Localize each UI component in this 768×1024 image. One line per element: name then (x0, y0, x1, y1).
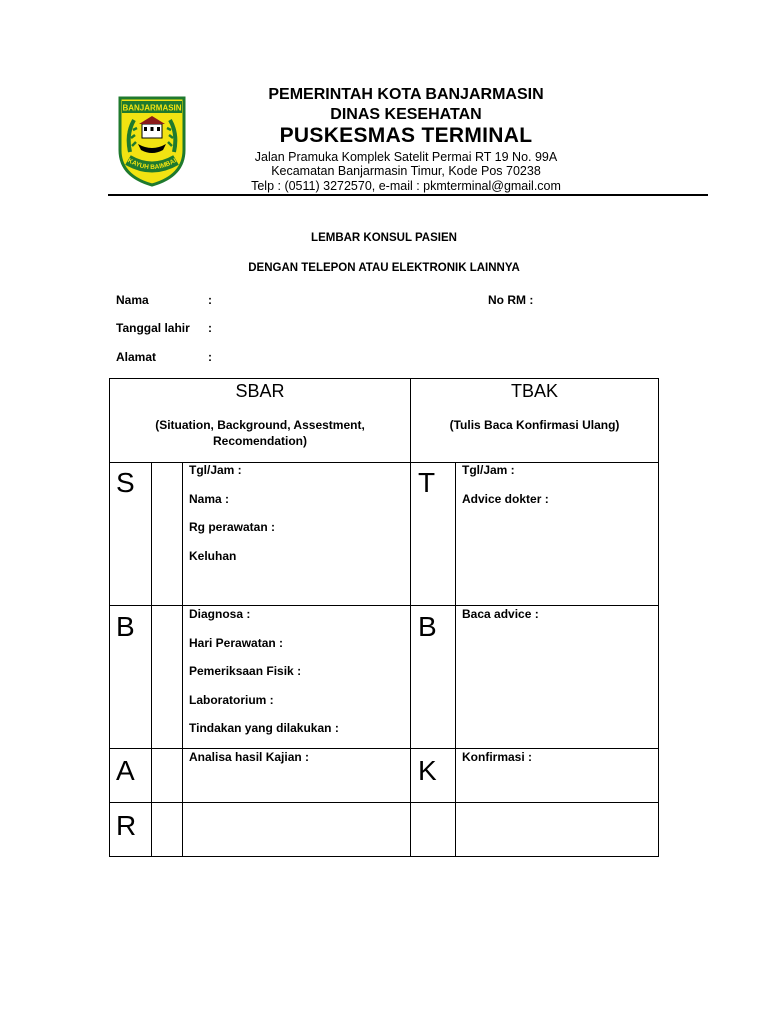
table-divider-right-letter (455, 462, 456, 857)
sbar-letter-a: A (116, 755, 135, 786)
background-item-diagnosa: Diagnosa : (189, 607, 251, 621)
tbak-letter-k: K (418, 755, 437, 786)
tulis-cell (462, 456, 549, 513)
table-divider-left-letter (151, 462, 152, 857)
district-line: Kecamatan Banjarmasin Timur, Kode Pos 70238 (271, 164, 541, 178)
label-tanggal-lahir: Tanggal lahir (116, 321, 190, 335)
label-alamat: Alamat (116, 350, 157, 364)
address-line: Jalan Pramuka Komplek Satelit Permai RT 19 No. 99A (254, 150, 558, 164)
tulis-item-tgl-jam: Tgl/Jam : (462, 463, 515, 477)
konfirmasi-item: Konfirmasi : (462, 750, 533, 764)
baca-item-advice: Baca advice : (462, 607, 539, 621)
table-border-left (109, 378, 110, 857)
sbar-subheader-line-1: (Situation, Background, Assestment, (155, 418, 365, 432)
sbar-letter-b: B (116, 611, 135, 642)
label-nama: Nama (116, 293, 149, 307)
situation-cell (189, 456, 275, 570)
table-border-bottom (109, 856, 659, 857)
situation-item-tgl-jam: Tgl/Jam : (189, 463, 242, 477)
konfirmasi-cell (462, 743, 532, 772)
colon-alamat: : (208, 350, 212, 364)
table-divider-left-content (182, 462, 183, 857)
assessment-item-analisa: Analisa hasil Kajian : (189, 750, 310, 764)
tbak-letter-b: B (418, 611, 437, 642)
letterhead-divider (108, 194, 708, 196)
table-divider-center (410, 378, 411, 857)
form-title: LEMBAR KONSUL PASIEN (311, 232, 457, 244)
sbar-letter-s: S (116, 467, 135, 498)
background-item-tindakan: Tindakan yang dilakukan : (189, 721, 339, 735)
logo-text-top: BANJARMASIN (122, 103, 182, 113)
colon-nama: : (208, 293, 212, 307)
assessment-cell (189, 743, 309, 772)
tbak-subheader: (Tulis Baca Konfirmasi Ulang) (449, 418, 620, 432)
facility-name: PUSKESMAS TERMINAL (279, 124, 533, 147)
sbar-subheader-line-2: Recomendation) (212, 434, 307, 448)
situation-item-nama: Nama : (189, 491, 230, 506)
banjarmasin-city-emblem (116, 94, 188, 188)
background-item-laboratorium: Laboratorium : (189, 692, 274, 707)
tulis-item-advice-dokter: Advice dokter : (462, 491, 549, 506)
table-border-right (658, 378, 659, 857)
tbak-letter-t: T (418, 467, 436, 498)
colon-tanggal-lahir: : (208, 321, 212, 335)
situation-item-keluhan: Keluhan (189, 548, 237, 563)
sbar-subheader (110, 417, 410, 449)
logo-text-bottom: KAYUH BAIMBAI (126, 157, 178, 172)
form-subtitle: DENGAN TELEPON ATAU ELEKTRONIK LAINNYA (248, 262, 520, 274)
government-name: PEMERINTAH KOTA BANJARMASIN (268, 86, 544, 103)
department-name: DINAS KESEHATAN (330, 106, 482, 123)
label-no-rm: No RM : (488, 293, 534, 307)
sbar-letter-r: R (116, 810, 137, 841)
background-item-pemeriksaan-fisik: Pemeriksaan Fisik : (189, 664, 302, 678)
contact-line: Telp : (0511) 3272570, e-mail : pkmterminal@gmail.com (251, 179, 561, 193)
situation-item-rg-perawatan: Rg perawatan : (189, 520, 276, 534)
tbak-header: TBAK (510, 381, 558, 401)
table-border-top (109, 378, 659, 379)
background-cell (189, 600, 339, 743)
sbar-header: SBAR (235, 381, 285, 401)
table-row-line-4 (109, 802, 659, 803)
baca-cell (462, 600, 539, 629)
background-item-hari-perawatan: Hari Perawatan : (189, 635, 284, 650)
